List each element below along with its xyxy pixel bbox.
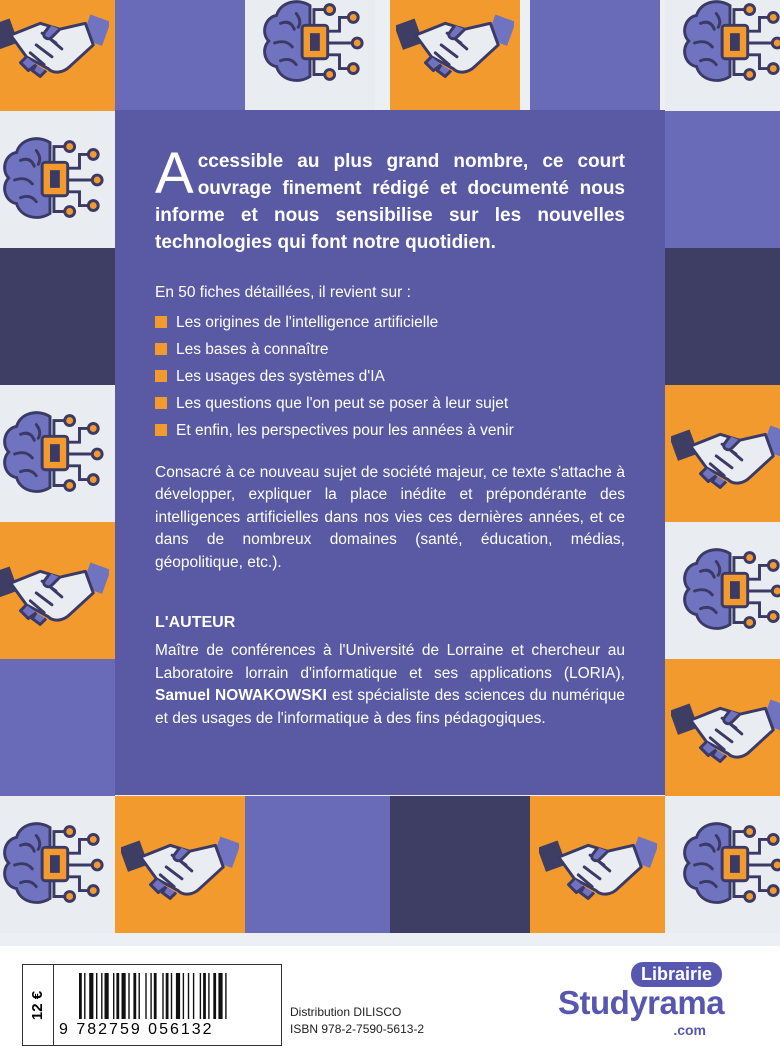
handshake-tile (530, 796, 665, 933)
handshake-tile (0, 0, 115, 111)
handshake-tile (390, 0, 520, 111)
ai-brain-icon (671, 0, 780, 102)
list-item: Les bases à connaître (155, 336, 625, 363)
intro-text: ccessible au plus grand nombre, ce court ouvrage finement rédigé et documenté nous informe et nous sensibilise sur les nouvelles technologies qui font notre quotidien. (155, 151, 625, 253)
plain-tile (115, 0, 245, 111)
studyrama-logo: Librairie Studyrama .com (558, 964, 725, 1038)
handshake-icon (121, 806, 239, 924)
bullet-square-icon (155, 370, 167, 382)
handshake-icon (396, 0, 514, 102)
ai-brain-icon (671, 806, 780, 924)
ai-brain-icon (0, 395, 109, 513)
list-item: Les usages des systèmes d'IA (155, 363, 625, 390)
brain-tile (0, 111, 115, 248)
author-bio: Maître de conférences à l'Université de Lorraine et chercheur au Laboratoire lorrain d'informatique et ses applications (LORIA), Samuel NOWAKOWSKI est spécialiste des sciences du numérique et des usages de l'informatique à des fins pédagogiques. (155, 642, 625, 727)
bullet-square-icon (155, 316, 167, 328)
footer-strip (0, 946, 780, 1046)
author-name: Samuel NOWAKOWSKI (155, 687, 327, 704)
brain-tile (245, 0, 375, 111)
topics-list (155, 309, 625, 444)
brain-tile (0, 385, 115, 522)
bullet-square-icon (155, 343, 167, 355)
list-item: Les origines de l'intelligence artificielle (155, 309, 625, 336)
description-paragraph: Consacré à ce nouveau sujet de société majeur, ce texte s'attache à développer, expliquer la place inédite et prépondérante des intelligences artificielles dans nos vies ces dernières années, et ce dans de nombreux domaines (santé, éducation, médias, géopolitique, etc.). (155, 463, 625, 571)
brain-tile (665, 796, 780, 933)
handshake-icon (0, 532, 109, 650)
handshake-tile (665, 385, 780, 522)
plain-tile (665, 248, 780, 385)
handshake-icon (539, 806, 657, 924)
bullet-square-icon (155, 424, 167, 436)
ai-brain-icon (0, 806, 109, 924)
plain-tile (390, 796, 530, 933)
handshake-icon (0, 0, 109, 102)
list-item: Les questions que l'on peut se poser à leur sujet (155, 390, 625, 417)
plain-tile (245, 796, 390, 933)
text-panel (115, 110, 665, 795)
handshake-icon (671, 395, 780, 513)
barcode-number: 9 782759 056132 (59, 1021, 214, 1038)
ai-brain-icon (0, 121, 109, 239)
brain-tile (665, 0, 780, 111)
barcode-box (22, 964, 282, 1046)
distributor: Distribution DILISCO (290, 1005, 402, 1019)
handshake-tile (665, 659, 780, 796)
author-heading: L'AUTEUR (155, 614, 236, 631)
price-label: 12 € (23, 965, 54, 1045)
bullet-square-icon (155, 397, 167, 409)
list-lead: En 50 fiches détaillées, il revient sur : (155, 284, 411, 301)
handshake-icon (671, 669, 780, 787)
plain-tile (665, 111, 780, 248)
brain-tile (665, 522, 780, 659)
list-item: Et enfin, les perspectives pour les années à venir (155, 417, 625, 444)
intro-paragraph (155, 141, 625, 256)
plain-tile (0, 659, 115, 796)
isbn: ISBN 978-2-7590-5613-2 (290, 1022, 425, 1036)
ai-brain-icon (251, 0, 369, 102)
handshake-tile (115, 796, 245, 933)
handshake-tile (0, 522, 115, 659)
brain-tile (0, 796, 115, 933)
barcode (79, 973, 271, 1019)
plain-tile (0, 248, 115, 385)
plain-tile (530, 0, 660, 111)
drop-cap: A (155, 141, 194, 206)
distribution-info (290, 1004, 424, 1038)
ai-brain-icon (671, 532, 780, 650)
